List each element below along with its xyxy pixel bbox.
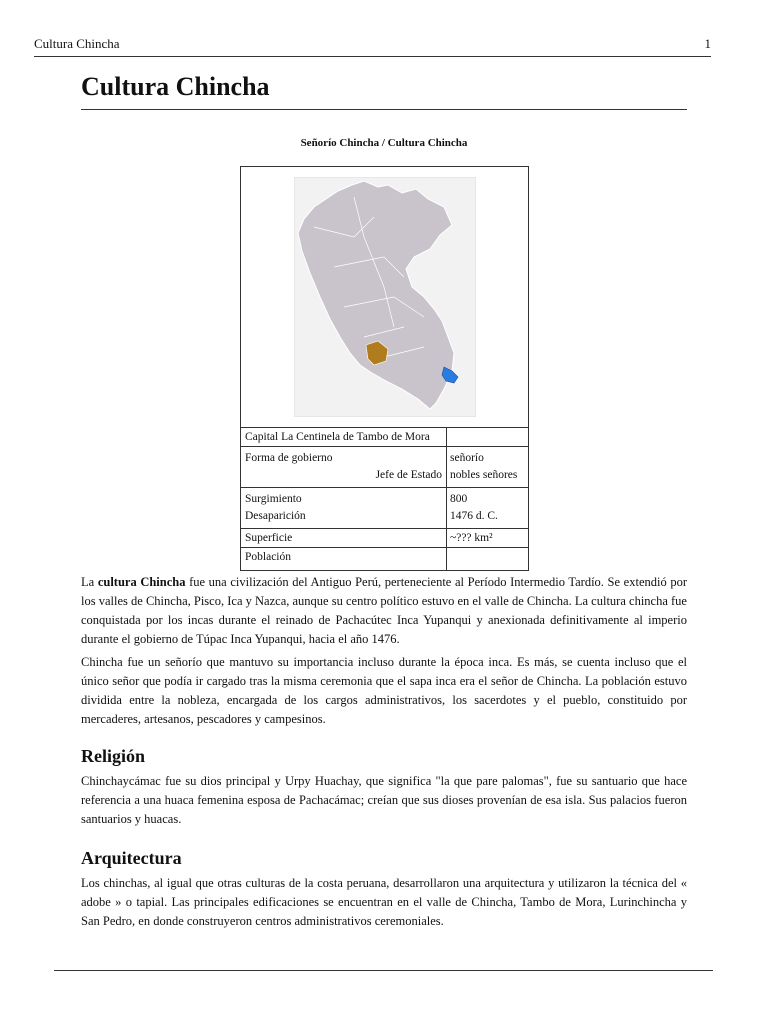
intro-paragraph-1: La cultura Chincha fue una civilización del Antiguo Perú, perteneciente al Período Intermedio Tardío. Se extendió por los valles de Chincha, Pisco, Ica y Nazca, aunque su centro político estuvo en el valle de Chincha. La cultura chincha fue conquistada por los incas durante el reinado de Pachacútec Inca Yupanqui y anexionada definitivamente al imperio durante el gobierno de Túpac Inca Yupanqui, hacia el año 1476.	[81, 575, 688, 646]
religion-heading: Religión	[81, 746, 146, 766]
peru-map-image	[294, 177, 476, 417]
desaparicion-value: 1476 d. C.	[450, 510, 498, 522]
running-title: Cultura Chincha	[34, 36, 120, 51]
page-title: Cultura Chincha	[81, 72, 687, 110]
poblacion-label: Población	[241, 548, 447, 570]
map-cell	[241, 167, 528, 428]
superficie-value: ~??? km²	[450, 532, 493, 544]
arquitectura-heading: Arquitectura	[81, 848, 182, 868]
poblacion-value	[447, 548, 528, 570]
page-number: 1	[704, 36, 711, 51]
religion-paragraph: Chinchaycámac fue su dios principal y Urpy Huachay, que significa "la que pare palomas", fue su santuario que hace referencia a una huaca femenina esposa de Pachacámac; creían que sus dioses provenían de esa isla. Sus palacios fueron santuarios y huacas.	[81, 774, 687, 826]
cultura-chincha-bold: cultura Chincha	[97, 575, 186, 589]
desaparicion-label: Desaparición	[245, 510, 306, 522]
infobox	[240, 166, 529, 571]
surgimiento-label: Surgimiento	[245, 493, 302, 505]
jefe-estado-value: nobles señores	[450, 469, 518, 481]
jefe-estado-label: Jefe de Estado	[375, 469, 442, 481]
intro-paragraph-2: Chincha fue un señorío que mantuvo su importancia incluso durante la época inca. Es más, se cuenta incluso que el único señor que podía ir cargado tras la misma ceremonia que el sapa inca era el señor de Chincha. La población estuvo dividida entre la nobleza, encargada de los cargos administrativos, los sacerdotes y el pueblo, constituido por mercaderes, artesanos, pescadores y campesinos.	[81, 655, 687, 726]
infobox-row-periodo	[241, 488, 528, 529]
infobox-row-gobierno	[241, 447, 528, 488]
intro-section	[81, 573, 687, 733]
capital-label: Capital La Centinela de Tambo de Mora	[241, 428, 447, 446]
gobierno-label: Forma de gobierno	[245, 452, 333, 464]
superficie-label: Superficie	[241, 529, 447, 547]
surgimiento-value: 800	[450, 493, 468, 505]
infobox-row-superficie	[241, 529, 528, 548]
infobox-row-poblacion	[241, 548, 528, 570]
footer-rule	[54, 970, 713, 971]
infobox-row-capital	[241, 428, 528, 447]
infobox-caption: Señorío Chincha / Cultura Chincha	[300, 137, 468, 149]
arquitectura-paragraph: Los chinchas, al igual que otras culturas de la costa peruana, desarrollaron una arquitectura y utilizaron la técnica del « adobe » o tapial. Las principales edificaciones se encuentran en el valle de Chincha, Tambo de Mora, Lurinchincha y San Pedro, en donde construyeron centros administrativos ceremoniales.	[81, 876, 687, 928]
capital-value	[447, 428, 528, 446]
gobierno-value: señorío	[450, 452, 484, 464]
running-header	[34, 34, 711, 57]
